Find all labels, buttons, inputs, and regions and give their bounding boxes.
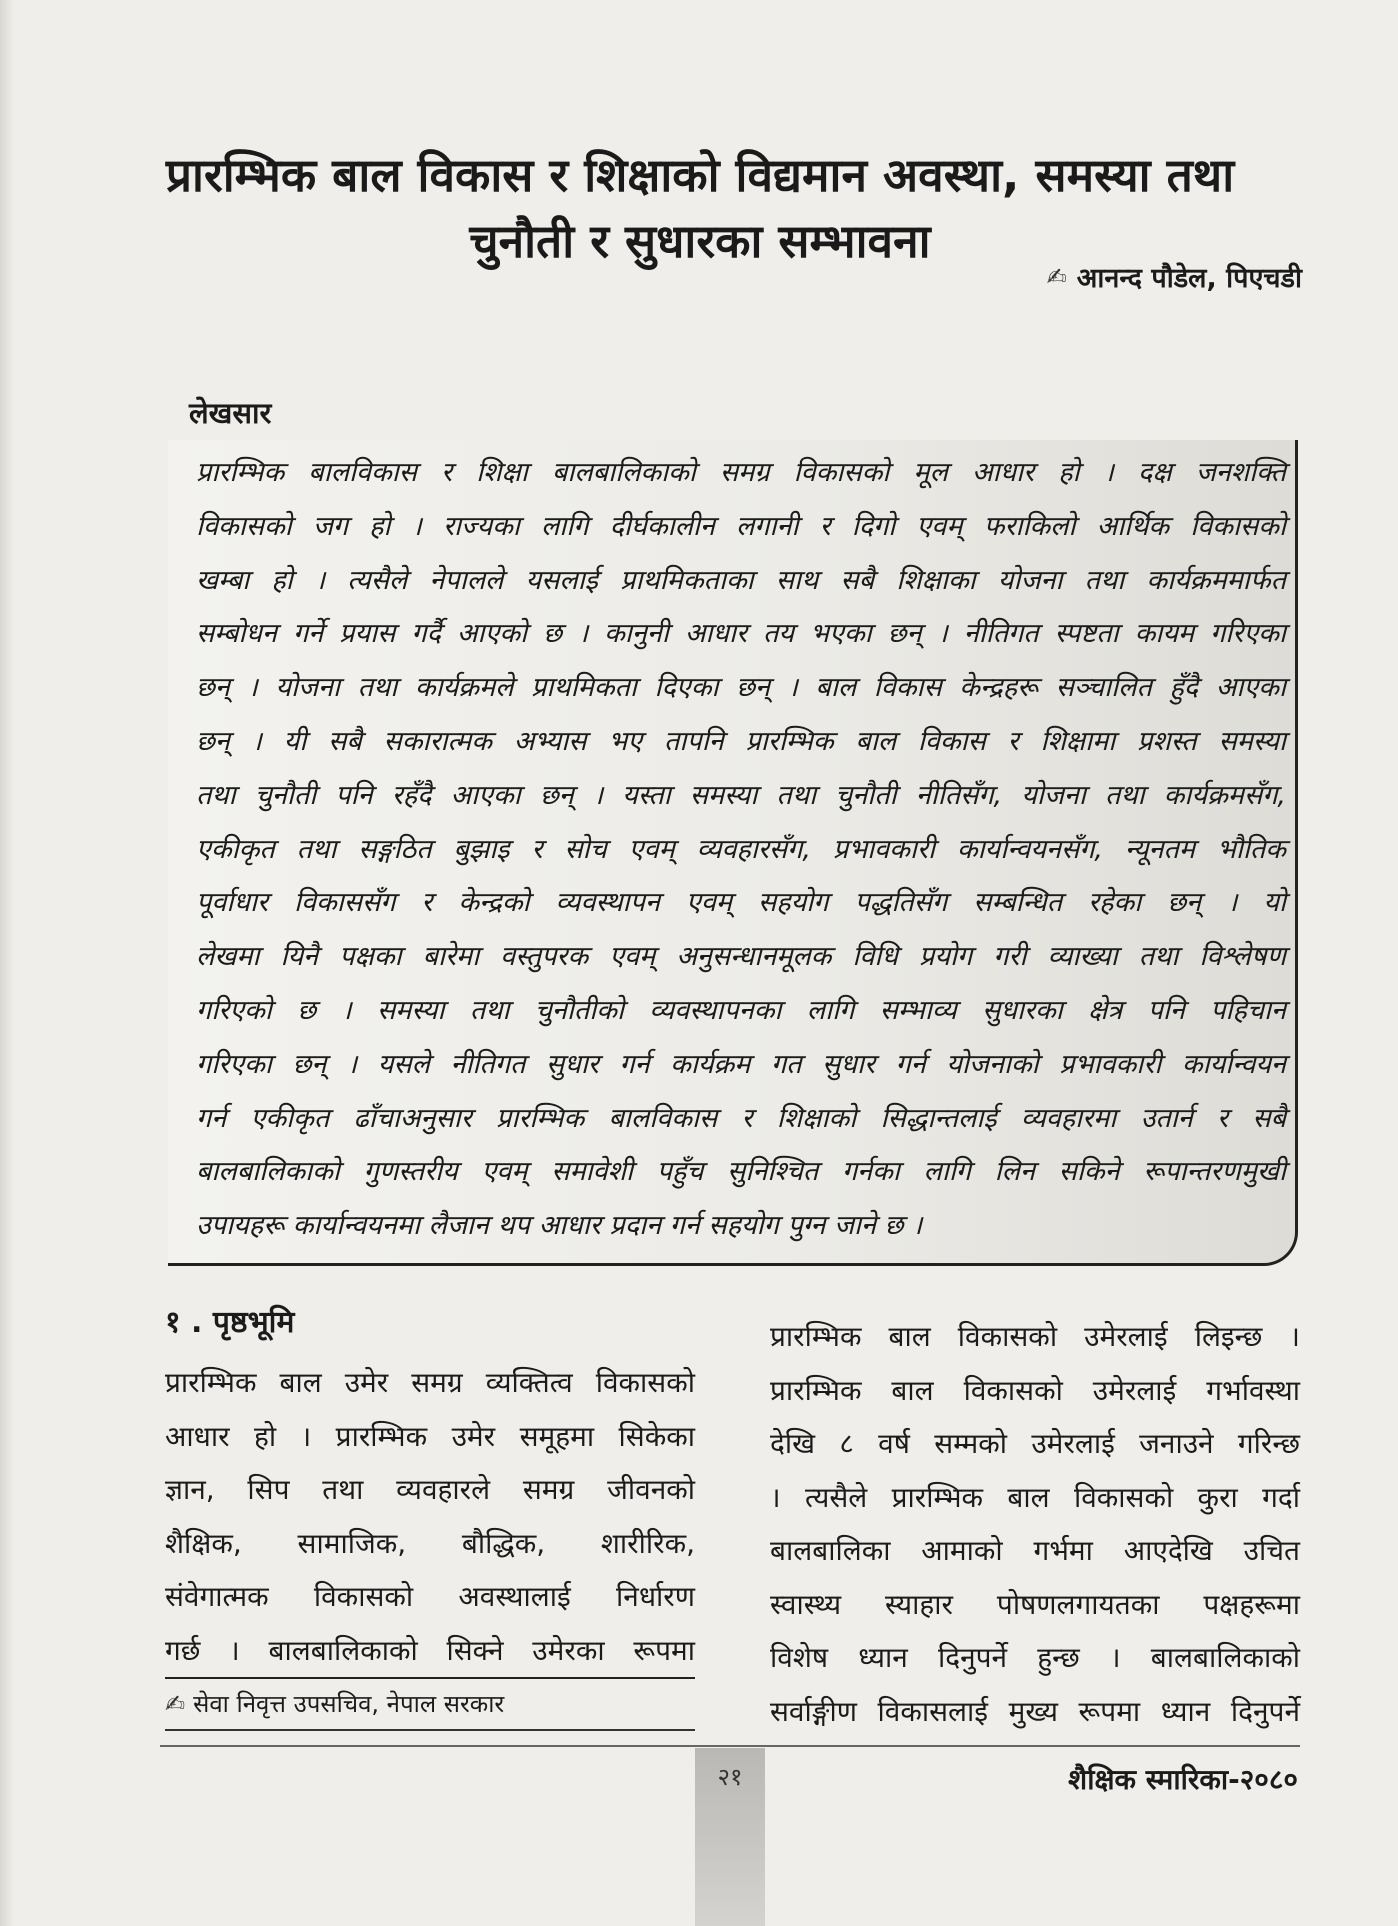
page-number: २१: [717, 1763, 743, 1791]
abstract-line: लेखमा यिनै पक्षका बारेमा वस्तुपरक एवम् अनुसन्धानमूलक विधि प्रयोग गरी व्याख्या तथा विश्लेषण: [196, 941, 1286, 973]
left-column: [165, 1290, 695, 1731]
body-line: देखि ८ वर्ष सम्मको उमेरलाई जनाउने गरिन्छ: [770, 1427, 1300, 1460]
pen-icon: ✍: [165, 1690, 186, 1718]
abstract-line: तथा चुनौती पनि रहँदै आएका छन् । यस्ता समस्या तथा चुनौती नीतिसँग, योजना तथा कार्यक्रमसँग,: [196, 779, 1286, 811]
body-line: प्रारम्भिक बाल विकासको उमेरलाई गर्भावस्था: [770, 1373, 1300, 1407]
author-name: आनन्द पौडेल, पिएचडी: [1076, 263, 1302, 294]
footnote-divider: [165, 1729, 695, 1731]
abstract-line: खम्बा हो । त्यसैले नेपालले यसलाई प्राथमिकताका साथ सबै शिक्षाका योजना तथा कार्यक्रममार्फत: [196, 564, 1286, 596]
abstract-line: गर्न एकीकृत ढाँचाअनुसार प्रारम्भिक बालविकास र शिक्षाको सिद्धान्तलाई व्यवहारमा उतार्न र सबै: [196, 1102, 1286, 1134]
body-line: प्रारम्भिक बाल विकासको उमेरलाई लिइन्छ ।: [770, 1320, 1300, 1353]
abstract-line: बालबालिकाको गुणस्तरीय एवम् समावेशी पहुँच सुनिश्चित गर्नका लागि लिन सकिने रूपान्तरणमुखी: [196, 1156, 1286, 1188]
body-line: प्रारम्भिक बाल उमेर समग्र व्यक्तित्व विकासको: [165, 1366, 695, 1399]
body-line: स्वास्थ्य स्याहार पोषणलगायतका पक्षहरूमा: [770, 1587, 1300, 1621]
body-line: आधार हो । प्रारम्भिक उमेर समूहमा सिकेका: [165, 1419, 695, 1453]
section-heading: १ . पृष्ठभूमि: [165, 1305, 295, 1340]
body-line: ज्ञान, सिप तथा व्यवहारले समग्र जीवनको: [165, 1473, 695, 1506]
journal-title: शैक्षिक स्मारिका-२०८०: [1068, 1763, 1298, 1796]
footnote: [165, 1679, 695, 1729]
abstract-line: छन् । योजना तथा कार्यक्रमले प्राथमिकता दिएका छन् । बाल विकास केन्द्रहरू सञ्चालित हुँदै आएका: [196, 672, 1286, 704]
body-line: विशेष ध्यान दिनुपर्ने हुन्छ । बालबालिकाको: [770, 1641, 1300, 1674]
body-line: शैक्षिक, सामाजिक, बौद्धिक, शारीरिक,: [165, 1526, 695, 1560]
abstract-line: पूर्वाधार विकाससँग र केन्द्रको व्यवस्थापन एवम् सहयोग पद्धतिसँग सम्बन्धित रहेका छन् । यो: [196, 887, 1286, 919]
pen-icon: ✍: [1046, 262, 1067, 291]
title-line-2: चुनौती र सुधारका सम्भावना: [469, 214, 931, 268]
abstract-line: सम्बोधन गर्ने प्रयास गर्दै आएको छ । कानुनी आधार तय भएका छन् । नीतिगत स्पष्टता कायम गरिएका: [196, 618, 1286, 650]
article-title: [120, 142, 1280, 274]
body-line: बालबालिका आमाको गर्भमा आएदेखि उचित: [770, 1534, 1300, 1567]
abstract-line: एकीकृत तथा सङ्गठित बुझाइ र सोच एवम् व्यवहारसँग, प्रभावकारी कार्यान्वयनसँग, न्यूनतम भौतिक: [196, 833, 1286, 865]
author-byline: [1047, 258, 1302, 295]
abstract-heading: लेखसार: [189, 396, 272, 430]
abstract-line: गरिएको छ । समस्या तथा चुनौतीको व्यवस्थापनका लागि सम्भाव्य सुधारका क्षेत्र पनि पहिचान: [196, 994, 1286, 1026]
abstract-line: विकासको जग हो । राज्यका लागि दीर्घकालीन लगानी र दिगो एवम् फराकिलो आर्थिक विकासको: [196, 510, 1286, 542]
abstract-text: [196, 446, 1286, 1253]
body-line: सर्वाङ्गीण विकासलाई मुख्य रूपमा ध्यान दिनुपर्ने: [770, 1694, 1300, 1728]
footnote-text: सेवा निवृत्त उपसचिव, नेपाल सरकार: [193, 1690, 505, 1718]
body-line: । त्यसैले प्रारम्भिक बाल विकासको कुरा गर्दा: [770, 1480, 1300, 1514]
abstract-line: उपायहरू कार्यान्वयनमा लैजान थप आधार प्रदान गर्न सहयोग पुग्न जाने छ ।: [196, 1210, 923, 1242]
abstract-line: छन् । यी सबै सकारात्मक अभ्यास भए तापनि प्रारम्भिक बाल विकास र शिक्षामा प्रशस्त समस्या: [196, 725, 1286, 757]
right-column: [770, 1310, 1300, 1738]
body-line: गर्छ । बालबालिकाको सिक्ने उमेरका रूपमा: [165, 1624, 695, 1680]
footer-divider: [160, 1745, 1300, 1747]
abstract-line: गरिएका छन् । यसले नीतिगत सुधार गर्न कार्यक्रम गत सुधार गर्न योजनाको प्रभावकारी कार्यान्वयन: [196, 1048, 1286, 1080]
title-line-1: प्रारम्भिक बाल विकास र शिक्षाको विद्यमान अवस्था, समस्या तथा: [165, 148, 1235, 202]
abstract-line: प्रारम्भिक बालविकास र शिक्षा बालबालिकाको समग्र विकासको मूल आधार हो । दक्ष जनशक्ति: [196, 457, 1286, 488]
page-edge: [0, 0, 14, 1926]
body-line: संवेगात्मक विकासको अवस्थालाई निर्धारण: [165, 1580, 695, 1613]
